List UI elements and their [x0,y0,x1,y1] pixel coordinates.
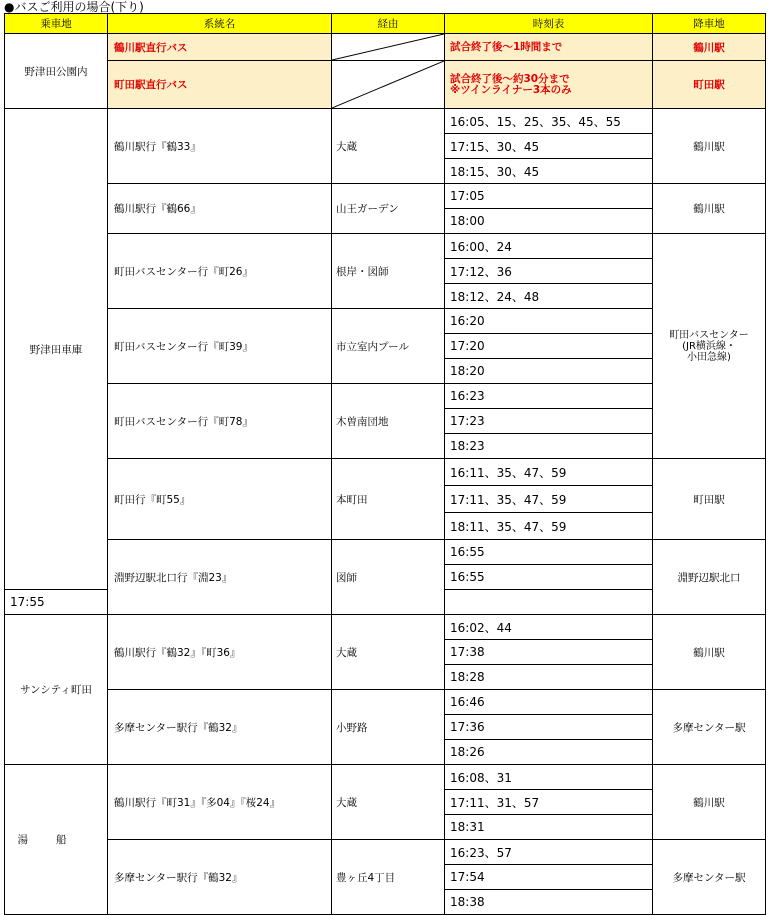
time-cell: 16:11、35、47、59 [445,459,653,486]
header-timetable: 時刻表 [445,14,653,34]
time-cell: 17:15、30、45 [445,134,653,159]
route-name: 多摩センター駅行『鶴32』 [108,690,332,765]
via: 木曽南団地 [332,384,445,459]
time-cell: 17:11、31、57 [445,790,653,815]
route-name: 鶴川駅直行バス [108,34,332,61]
time-cell: 18:11、35、47、59 [445,513,653,540]
time-cell: 18:28 [445,665,653,690]
header-route-name: 系統名 [108,14,332,34]
via: 大蔵 [332,615,445,690]
boarding-stop [5,765,108,915]
table-row [5,540,766,565]
boarding-stop: 野津田車庫 [5,109,108,590]
table-row [5,184,766,209]
time-cell: 16:55 [445,540,653,565]
header-row [5,14,766,34]
table-row [5,840,766,865]
via: 豊ヶ丘4丁目 [332,840,445,915]
table-row [5,234,766,259]
time-cell: 18:31 [445,815,653,840]
table-row [5,34,766,61]
via: 市立室内プール [332,309,445,384]
via: 本町田 [332,459,445,540]
via-empty-cell [332,34,445,61]
time-cell: 17:11、35、47、59 [445,486,653,513]
destination: 多摩センター駅 [653,840,766,915]
table-row [5,61,766,109]
time-cell: 16:08、31 [445,765,653,790]
time-cell: 17:12、36 [445,259,653,284]
table-row [5,109,766,134]
header-via: 経由 [332,14,445,34]
diagonal-line-icon [332,34,444,60]
route-name: 鶴川駅行『鶴33』 [108,109,332,184]
destination: 鶴川駅 [653,615,766,690]
time-cell: 16:23 [445,384,653,409]
time-cell: 16:00、24 [445,234,653,259]
time-cell: 16:05、15、25、35、45、55 [445,109,653,134]
route-name: 鶴川駅行『鶴32』『町36』 [108,615,332,690]
time-cell: 17:36 [445,715,653,740]
destination [653,234,766,459]
time-cell: 16:20 [445,309,653,334]
destination: 町田駅 [653,459,766,540]
destination-name: 町田バスセンター (JR横浜線・ 小田急線) [669,329,749,363]
route-name: 町田バスセンター行『町26』 [108,234,332,309]
destination: 鶴川駅 [653,109,766,184]
boarding-stop: 野津田公園内 [5,34,108,109]
time-note-line: 試合終了後～約30分まで [450,72,570,85]
via: 根岸・図師 [332,234,445,309]
time-note-line: ※ツインライナー3本のみ [450,83,572,96]
time-cell: 18:12、24、48 [445,284,653,309]
route-name: 多摩センター駅行『鶴32』 [108,840,332,915]
destination: 多摩センター駅 [653,690,766,765]
boarding-stop-name: 湯船 [17,834,95,846]
header-destination: 降車地 [653,14,766,34]
destination: 鶴川駅 [653,34,766,61]
diagonal-line-icon [332,61,444,108]
time-cell: 17:05 [445,184,653,209]
route-name: 町田バスセンター行『町78』 [108,384,332,459]
time-cell: 18:26 [445,740,653,765]
bus-timetable [4,13,766,915]
time-cell: 17:20 [445,334,653,359]
destination: 鶴川駅 [653,184,766,234]
table-row [5,615,766,640]
time-cell: 16:46 [445,690,653,715]
table-row [5,309,766,334]
boarding-stop: サンシティ町田 [5,615,108,765]
time-cell: 16:55 [445,565,653,590]
time-cell [445,61,653,109]
time-cell: 17:23 [445,409,653,434]
time-cell: 18:20 [445,359,653,384]
table-row [5,690,766,715]
destination: 鶴川駅 [653,765,766,840]
time-cell: 16:02、44 [445,615,653,640]
time-cell: 17:54 [445,865,653,890]
route-name: 淵野辺駅北口行『淵23』 [108,540,332,615]
header-boarding-stop: 乗車地 [5,14,108,34]
route-name: 町田バスセンター行『町39』 [108,309,332,384]
table-row [5,384,766,409]
destination: 町田駅 [653,61,766,109]
time-cell: 18:38 [445,890,653,915]
time-cell: 17:55 [5,590,108,615]
time-cell: 18:23 [445,434,653,459]
via: 大蔵 [332,765,445,840]
time-cell: 18:15、30、45 [445,159,653,184]
via: 山王ガーデン [332,184,445,234]
via: 図師 [332,540,445,615]
via: 大蔵 [332,109,445,184]
table-row [5,459,766,486]
table-row [5,765,766,790]
via: 小野路 [332,690,445,765]
route-name: 鶴川駅行『鶴66』 [108,184,332,234]
route-name: 鶴川駅行『町31』『多04』『桜24』 [108,765,332,840]
time-cell: 16:23、57 [445,840,653,865]
route-name: 町田行『町55』 [108,459,332,540]
time-cell: 17:38 [445,640,653,665]
page-title: ●バスご利用の場合(下り) [4,0,144,14]
route-name: 町田駅直行バス [108,61,332,109]
time-cell: 18:00 [445,209,653,234]
via-empty-cell [332,61,445,109]
time-cell: 試合終了後～1時間まで [445,34,653,61]
destination: 淵野辺駅北口 [653,540,766,615]
